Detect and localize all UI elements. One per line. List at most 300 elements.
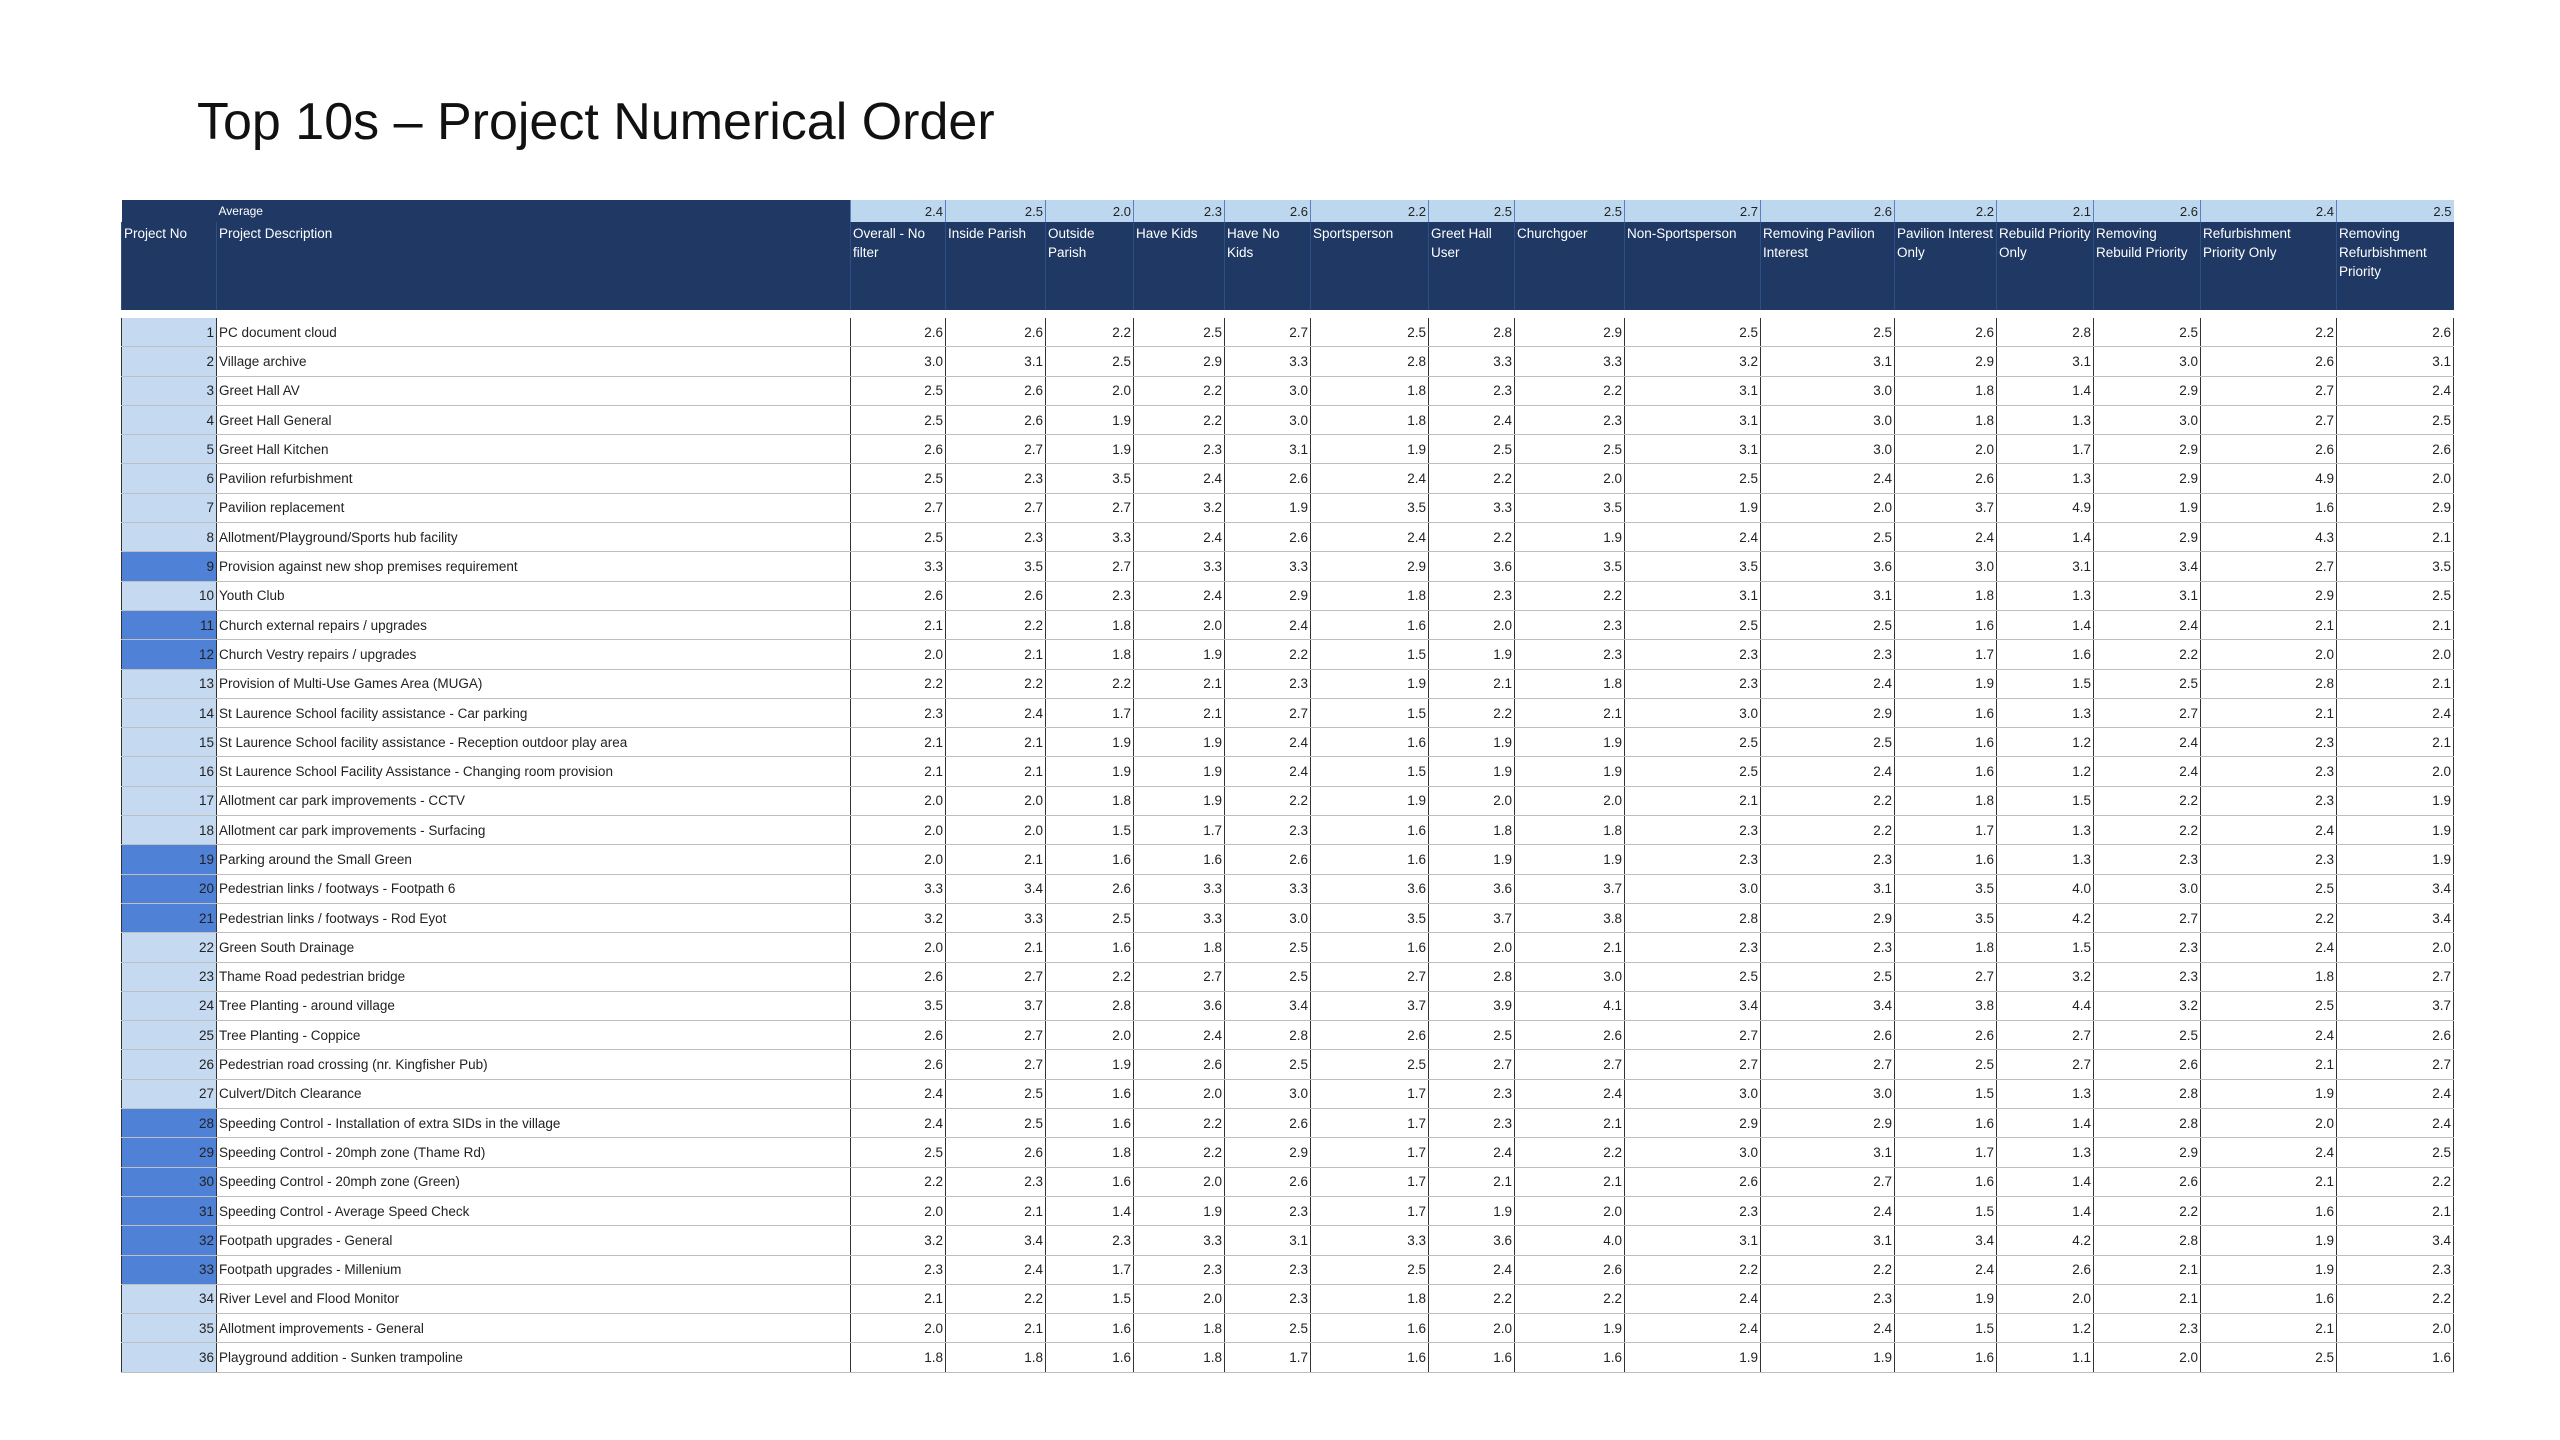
- score-cell: 1.9: [1311, 786, 1429, 815]
- project-description-cell: Church external repairs / upgrades: [217, 610, 851, 639]
- score-cell: 3.1: [1225, 1226, 1311, 1255]
- score-cell: 2.7: [1046, 493, 1134, 522]
- table-row: [122, 903, 2454, 932]
- score-cell: 3.1: [1225, 435, 1311, 464]
- score-cell: 1.6: [1046, 1343, 1134, 1372]
- score-cell: 2.5: [1225, 933, 1311, 962]
- score-cell: 2.4: [2337, 1109, 2454, 1138]
- average-row: [122, 200, 2454, 222]
- score-cell: 2.2: [1046, 669, 1134, 698]
- score-cell: 2.2: [1761, 816, 1895, 845]
- score-cell: 2.5: [2094, 1021, 2201, 1050]
- score-cell: 2.1: [946, 728, 1046, 757]
- average-value: 2.5: [1429, 200, 1515, 222]
- table-row: [122, 552, 2454, 581]
- score-cell: 3.5: [946, 552, 1046, 581]
- score-cell: 3.3: [851, 874, 946, 903]
- column-header: Pavilion Interest Only: [1895, 222, 1997, 310]
- score-cell: 2.2: [2337, 1167, 2454, 1196]
- score-cell: 2.6: [1515, 1255, 1625, 1284]
- project-description-cell: Footpath upgrades - Millenium: [217, 1255, 851, 1284]
- score-cell: 3.7: [1311, 991, 1429, 1020]
- score-cell: 2.9: [2201, 581, 2337, 610]
- score-cell: 3.1: [1625, 405, 1761, 434]
- score-cell: 1.9: [1046, 1050, 1134, 1079]
- score-cell: 1.9: [1625, 1343, 1761, 1372]
- score-cell: 1.7: [1311, 1167, 1429, 1196]
- score-cell: 1.5: [1895, 1196, 1997, 1225]
- score-cell: 1.7: [1046, 1255, 1134, 1284]
- score-cell: 2.4: [1761, 669, 1895, 698]
- score-cell: 4.1: [1515, 991, 1625, 1020]
- project-number-cell: 11: [122, 610, 217, 639]
- score-cell: 2.1: [946, 1196, 1046, 1225]
- score-cell: 2.3: [851, 698, 946, 727]
- score-cell: 2.2: [1429, 523, 1515, 552]
- score-cell: 2.3: [1225, 1255, 1311, 1284]
- table-row: [122, 493, 2454, 522]
- score-cell: 1.9: [1429, 728, 1515, 757]
- score-cell: 1.6: [2201, 1196, 2337, 1225]
- project-number-cell: 30: [122, 1167, 217, 1196]
- score-cell: 1.6: [1046, 933, 1134, 962]
- score-cell: 3.3: [1225, 874, 1311, 903]
- score-cell: 3.1: [946, 347, 1046, 376]
- score-cell: 3.0: [2094, 405, 2201, 434]
- score-cell: 2.6: [1895, 318, 1997, 347]
- score-cell: 1.8: [1895, 376, 1997, 405]
- score-cell: 3.5: [1515, 552, 1625, 581]
- score-cell: 1.9: [2337, 786, 2454, 815]
- score-cell: 1.9: [1134, 640, 1225, 669]
- score-cell: 2.2: [1515, 581, 1625, 610]
- score-cell: 2.1: [2201, 698, 2337, 727]
- score-cell: 2.5: [2337, 581, 2454, 610]
- score-cell: 2.2: [851, 1167, 946, 1196]
- score-cell: 2.6: [1225, 1167, 1311, 1196]
- score-cell: 3.0: [1225, 903, 1311, 932]
- score-cell: 1.8: [1311, 405, 1429, 434]
- score-cell: 2.5: [851, 405, 946, 434]
- project-description-cell: St Laurence School facility assistance - Reception outdoor play area: [217, 728, 851, 757]
- score-cell: 2.7: [2337, 1050, 2454, 1079]
- score-cell: 1.7: [1311, 1196, 1429, 1225]
- score-cell: 2.3: [1225, 1284, 1311, 1313]
- score-cell: 2.5: [1625, 757, 1761, 786]
- table-row: [122, 1343, 2454, 1372]
- score-cell: 2.5: [1625, 962, 1761, 991]
- score-cell: 2.4: [2337, 1079, 2454, 1108]
- project-description-cell: PC document cloud: [217, 318, 851, 347]
- project-number-cell: 2: [122, 347, 217, 376]
- score-cell: 3.0: [1515, 962, 1625, 991]
- score-cell: 2.5: [1225, 962, 1311, 991]
- table-row: [122, 1021, 2454, 1050]
- score-cell: 3.7: [1429, 903, 1515, 932]
- score-cell: 2.8: [2094, 1109, 2201, 1138]
- score-cell: 1.6: [1046, 845, 1134, 874]
- score-cell: 1.8: [1046, 1138, 1134, 1167]
- header-row: [122, 222, 2454, 310]
- score-cell: 1.9: [1046, 728, 1134, 757]
- score-cell: 1.6: [1895, 757, 1997, 786]
- score-cell: 2.7: [946, 962, 1046, 991]
- score-cell: 2.5: [1761, 610, 1895, 639]
- score-cell: 2.2: [946, 1284, 1046, 1313]
- score-cell: 3.7: [1515, 874, 1625, 903]
- score-cell: 1.5: [1311, 640, 1429, 669]
- score-cell: 1.9: [1134, 786, 1225, 815]
- score-cell: 2.6: [1046, 874, 1134, 903]
- score-cell: 2.5: [1429, 1021, 1515, 1050]
- score-cell: 2.1: [1515, 933, 1625, 962]
- project-description-cell: Provision against new shop premises requirement: [217, 552, 851, 581]
- score-cell: 2.1: [1134, 698, 1225, 727]
- score-cell: 3.5: [2337, 552, 2454, 581]
- score-cell: 2.0: [1429, 610, 1515, 639]
- score-cell: 4.2: [1997, 1226, 2094, 1255]
- score-cell: 2.4: [2094, 728, 2201, 757]
- score-cell: 2.0: [2201, 1109, 2337, 1138]
- score-cell: 2.5: [946, 1079, 1046, 1108]
- average-value: 2.5: [946, 200, 1046, 222]
- score-cell: 1.8: [1311, 581, 1429, 610]
- score-cell: 2.6: [1625, 1167, 1761, 1196]
- score-cell: 2.7: [2094, 698, 2201, 727]
- project-number-cell: 20: [122, 874, 217, 903]
- score-cell: 2.0: [851, 1314, 946, 1343]
- score-cell: 2.3: [1515, 640, 1625, 669]
- score-cell: 2.1: [946, 640, 1046, 669]
- score-cell: 2.5: [1225, 1050, 1311, 1079]
- score-cell: 2.6: [2337, 1021, 2454, 1050]
- score-cell: 2.5: [2094, 669, 2201, 698]
- score-cell: 2.1: [946, 1314, 1046, 1343]
- score-cell: 3.0: [1225, 405, 1311, 434]
- score-cell: 2.6: [851, 435, 946, 464]
- score-cell: 3.3: [1134, 874, 1225, 903]
- score-cell: 2.3: [1515, 405, 1625, 434]
- score-cell: 1.7: [1311, 1138, 1429, 1167]
- score-cell: 3.1: [2337, 347, 2454, 376]
- score-cell: 3.4: [1895, 1226, 1997, 1255]
- score-cell: 2.2: [1429, 698, 1515, 727]
- score-cell: 2.1: [946, 933, 1046, 962]
- score-cell: 3.1: [1761, 1226, 1895, 1255]
- score-cell: 2.3: [1134, 435, 1225, 464]
- score-cell: 1.3: [1997, 845, 2094, 874]
- project-description-cell: St Laurence School Facility Assistance - Changing room provision: [217, 757, 851, 786]
- score-cell: 2.2: [1515, 376, 1625, 405]
- score-cell: 1.9: [2201, 1255, 2337, 1284]
- score-cell: 2.0: [2337, 464, 2454, 493]
- table-row: [122, 1284, 2454, 1313]
- score-cell: 4.0: [1997, 874, 2094, 903]
- score-cell: 1.9: [2337, 845, 2454, 874]
- score-cell: 1.9: [2201, 1079, 2337, 1108]
- column-header: Have Kids: [1134, 222, 1225, 310]
- score-cell: 2.3: [1225, 669, 1311, 698]
- score-cell: 2.1: [2201, 610, 2337, 639]
- score-cell: 1.9: [2201, 1226, 2337, 1255]
- score-cell: 4.9: [2201, 464, 2337, 493]
- score-cell: 3.4: [2337, 874, 2454, 903]
- score-cell: 2.7: [1134, 962, 1225, 991]
- score-cell: 3.0: [1225, 1079, 1311, 1108]
- score-cell: 2.7: [1625, 1050, 1761, 1079]
- score-cell: 2.3: [2094, 1314, 2201, 1343]
- score-cell: 2.6: [1311, 1021, 1429, 1050]
- score-cell: 2.2: [1761, 1255, 1895, 1284]
- score-cell: 1.8: [1895, 933, 1997, 962]
- score-cell: 3.0: [1625, 1079, 1761, 1108]
- score-cell: 2.7: [946, 1021, 1046, 1050]
- score-cell: 2.5: [1895, 1050, 1997, 1079]
- project-number-cell: 6: [122, 464, 217, 493]
- score-cell: 2.1: [1429, 1167, 1515, 1196]
- score-cell: 1.6: [1311, 933, 1429, 962]
- score-cell: 2.2: [1134, 1138, 1225, 1167]
- column-header: Removing Refurbishment Priority: [2337, 222, 2454, 310]
- project-description-cell: Speeding Control - Installation of extra SIDs in the village: [217, 1109, 851, 1138]
- score-cell: 2.4: [1225, 728, 1311, 757]
- score-cell: 2.7: [2337, 962, 2454, 991]
- score-cell: 2.2: [1225, 640, 1311, 669]
- table-row: [122, 376, 2454, 405]
- project-number-cell: 28: [122, 1109, 217, 1138]
- score-cell: 3.0: [1761, 405, 1895, 434]
- score-cell: 2.5: [2094, 318, 2201, 347]
- score-cell: 1.8: [1895, 786, 1997, 815]
- score-cell: 3.4: [1761, 991, 1895, 1020]
- score-cell: 3.4: [2337, 903, 2454, 932]
- score-cell: 2.2: [1134, 1109, 1225, 1138]
- project-number-cell: 34: [122, 1284, 217, 1313]
- score-cell: 2.4: [2337, 698, 2454, 727]
- score-cell: 1.5: [1046, 1284, 1134, 1313]
- score-cell: 2.3: [946, 523, 1046, 552]
- project-number-cell: 33: [122, 1255, 217, 1284]
- score-cell: 2.0: [2201, 640, 2337, 669]
- score-cell: 1.9: [1311, 669, 1429, 698]
- score-cell: 1.8: [1311, 376, 1429, 405]
- score-cell: 2.1: [851, 757, 946, 786]
- score-cell: 3.4: [946, 1226, 1046, 1255]
- score-cell: 2.6: [1134, 1050, 1225, 1079]
- project-description-cell: Speeding Control - Average Speed Check: [217, 1196, 851, 1225]
- score-cell: 1.6: [1895, 1167, 1997, 1196]
- score-cell: 1.4: [1046, 1196, 1134, 1225]
- project-description-cell: Church Vestry repairs / upgrades: [217, 640, 851, 669]
- score-cell: 3.6: [1429, 552, 1515, 581]
- score-cell: 1.6: [2337, 1343, 2454, 1372]
- average-value: 2.6: [2094, 200, 2201, 222]
- score-cell: 4.0: [1515, 1226, 1625, 1255]
- score-cell: 1.3: [1997, 405, 2094, 434]
- score-cell: 2.3: [2201, 786, 2337, 815]
- score-cell: 1.4: [1997, 610, 2094, 639]
- project-number-cell: 35: [122, 1314, 217, 1343]
- score-cell: 3.4: [2094, 552, 2201, 581]
- score-cell: 3.1: [1625, 376, 1761, 405]
- score-cell: 2.4: [2201, 1138, 2337, 1167]
- average-value: 2.1: [1997, 200, 2094, 222]
- table-row: [122, 347, 2454, 376]
- project-number-cell: 14: [122, 698, 217, 727]
- score-cell: 2.3: [1761, 845, 1895, 874]
- score-cell: 2.5: [1625, 610, 1761, 639]
- score-cell: 2.9: [1761, 698, 1895, 727]
- score-cell: 1.6: [1311, 728, 1429, 757]
- score-cell: 2.2: [1225, 786, 1311, 815]
- score-cell: 2.0: [2094, 1343, 2201, 1372]
- table-row: [122, 728, 2454, 757]
- score-cell: 1.9: [1134, 1196, 1225, 1225]
- score-cell: 3.4: [1625, 991, 1761, 1020]
- table-row: [122, 523, 2454, 552]
- column-header: Project Description: [217, 222, 851, 310]
- score-cell: 2.4: [1895, 1255, 1997, 1284]
- score-cell: 2.6: [946, 376, 1046, 405]
- score-cell: 2.2: [1134, 405, 1225, 434]
- table-row: [122, 1314, 2454, 1343]
- score-cell: 1.7: [1134, 816, 1225, 845]
- score-cell: 3.9: [1429, 991, 1515, 1020]
- score-cell: 2.0: [1134, 1079, 1225, 1108]
- score-cell: 2.7: [2094, 903, 2201, 932]
- score-cell: 2.0: [1046, 376, 1134, 405]
- score-cell: 2.4: [1429, 1138, 1515, 1167]
- score-cell: 1.1: [1997, 1343, 2094, 1372]
- average-value: 2.4: [851, 200, 946, 222]
- score-cell: 2.7: [1761, 1167, 1895, 1196]
- score-cell: 2.0: [851, 1196, 946, 1225]
- score-cell: 2.5: [851, 523, 946, 552]
- score-cell: 2.7: [1761, 1050, 1895, 1079]
- score-cell: 1.9: [1046, 405, 1134, 434]
- score-cell: 3.5: [1046, 464, 1134, 493]
- score-cell: 1.8: [1046, 786, 1134, 815]
- score-cell: 1.9: [1046, 435, 1134, 464]
- table-row: [122, 435, 2454, 464]
- score-cell: 1.6: [1311, 816, 1429, 845]
- column-header: Removing Rebuild Priority: [2094, 222, 2201, 310]
- column-header: Removing Pavilion Interest: [1761, 222, 1895, 310]
- score-cell: 3.0: [1895, 552, 1997, 581]
- score-cell: 2.3: [1429, 581, 1515, 610]
- score-cell: 3.5: [1895, 874, 1997, 903]
- score-cell: 2.3: [2094, 933, 2201, 962]
- score-cell: 2.3: [1761, 933, 1895, 962]
- score-cell: 2.0: [851, 845, 946, 874]
- score-cell: 1.7: [1895, 816, 1997, 845]
- score-cell: 2.4: [851, 1079, 946, 1108]
- score-cell: 3.1: [1761, 874, 1895, 903]
- score-cell: 2.5: [1761, 523, 1895, 552]
- score-cell: 2.1: [2337, 523, 2454, 552]
- table-row: [122, 933, 2454, 962]
- project-number-cell: 10: [122, 581, 217, 610]
- score-cell: 3.1: [1761, 581, 1895, 610]
- score-cell: 1.5: [1997, 786, 2094, 815]
- table-row: [122, 1138, 2454, 1167]
- score-cell: 2.0: [1134, 1167, 1225, 1196]
- score-cell: 2.6: [1225, 1109, 1311, 1138]
- score-cell: 2.0: [946, 786, 1046, 815]
- score-cell: 2.9: [1895, 347, 1997, 376]
- project-description-cell: St Laurence School facility assistance - Car parking: [217, 698, 851, 727]
- score-cell: 1.6: [1997, 640, 2094, 669]
- score-cell: 1.6: [1895, 728, 1997, 757]
- score-cell: 1.8: [1895, 405, 1997, 434]
- score-cell: 3.6: [1134, 991, 1225, 1020]
- score-cell: 2.0: [1515, 464, 1625, 493]
- score-cell: 2.0: [1515, 786, 1625, 815]
- average-label: Average: [217, 200, 851, 222]
- score-cell: 2.3: [1625, 640, 1761, 669]
- score-cell: 1.8: [1134, 933, 1225, 962]
- score-cell: 2.5: [1761, 728, 1895, 757]
- score-cell: 2.6: [1997, 1255, 2094, 1284]
- score-cell: 2.2: [1046, 962, 1134, 991]
- project-description-cell: Tree Planting - around village: [217, 991, 851, 1020]
- score-cell: 3.5: [1625, 552, 1761, 581]
- score-cell: 2.0: [1134, 610, 1225, 639]
- score-cell: 3.1: [1625, 435, 1761, 464]
- score-cell: 1.5: [1895, 1079, 1997, 1108]
- score-cell: 2.3: [2094, 962, 2201, 991]
- score-cell: 3.0: [1761, 1079, 1895, 1108]
- score-cell: 2.9: [2094, 376, 2201, 405]
- score-cell: 1.7: [1997, 435, 2094, 464]
- project-number-cell: 8: [122, 523, 217, 552]
- table-row: [122, 845, 2454, 874]
- score-cell: 2.8: [2201, 669, 2337, 698]
- average-value: 2.7: [1625, 200, 1761, 222]
- score-cell: 2.0: [2337, 640, 2454, 669]
- project-number-cell: 25: [122, 1021, 217, 1050]
- score-cell: 2.5: [1515, 435, 1625, 464]
- score-cell: 2.2: [2201, 903, 2337, 932]
- average-value: 2.4: [2201, 200, 2337, 222]
- score-cell: 2.5: [851, 376, 946, 405]
- score-cell: 1.6: [1895, 698, 1997, 727]
- score-cell: 2.7: [946, 493, 1046, 522]
- score-cell: 2.9: [1515, 318, 1625, 347]
- score-cell: 2.7: [1515, 1050, 1625, 1079]
- score-cell: 3.0: [851, 347, 946, 376]
- score-cell: 2.1: [946, 757, 1046, 786]
- table-row: [122, 786, 2454, 815]
- score-cell: 1.9: [1761, 1343, 1895, 1372]
- score-cell: 2.4: [1134, 464, 1225, 493]
- project-number-cell: 31: [122, 1196, 217, 1225]
- table-row: [122, 1079, 2454, 1108]
- score-cell: 2.7: [851, 493, 946, 522]
- score-cell: 2.9: [2094, 523, 2201, 552]
- score-cell: 3.3: [1134, 903, 1225, 932]
- score-cell: 2.1: [2094, 1255, 2201, 1284]
- score-cell: 2.4: [1134, 1021, 1225, 1050]
- score-cell: 2.0: [851, 786, 946, 815]
- score-cell: 2.0: [1134, 1284, 1225, 1313]
- score-cell: 3.1: [2094, 581, 2201, 610]
- score-cell: 2.5: [1625, 464, 1761, 493]
- score-cell: 2.2: [2094, 1196, 2201, 1225]
- score-cell: 1.5: [1046, 816, 1134, 845]
- project-description-cell: Greet Hall AV: [217, 376, 851, 405]
- score-cell: 3.0: [1625, 1138, 1761, 1167]
